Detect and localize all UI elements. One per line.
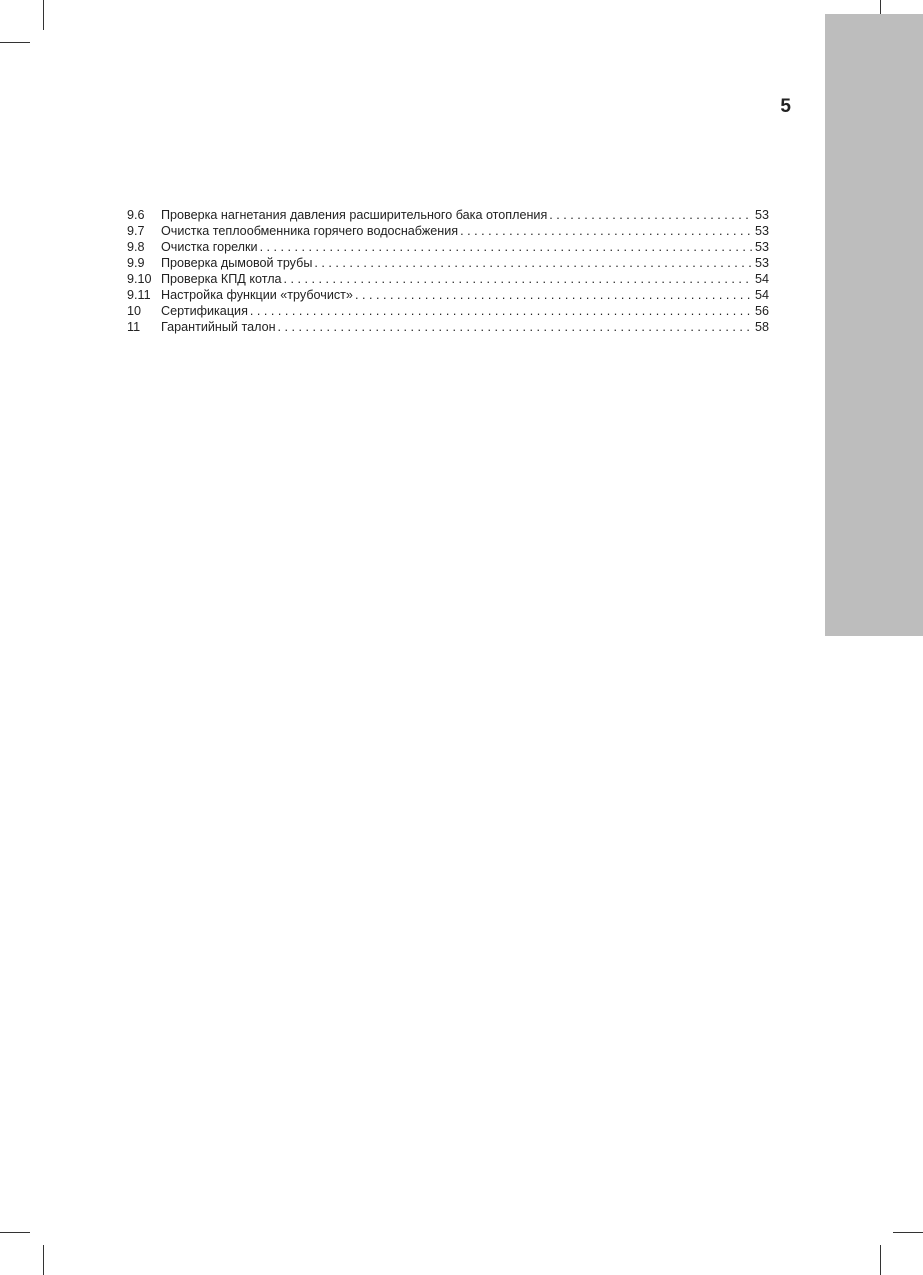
- toc-entry-number: 10: [127, 304, 142, 318]
- toc-entry-number: 11: [127, 320, 141, 334]
- toc-entry-number: 9.6: [127, 208, 145, 222]
- toc-entry-number: 9.8: [127, 240, 145, 254]
- table-of-contents: [127, 207, 769, 335]
- toc-entry[interactable]: [127, 207, 769, 223]
- crop-mark-bottom-left-vertical: [43, 1245, 44, 1275]
- toc-entry-number: 9.7: [127, 224, 145, 238]
- toc-entry-number: 9.9: [127, 256, 145, 270]
- toc-entry-number: 9.10: [127, 272, 152, 286]
- page-number: 5: [780, 96, 791, 117]
- toc-entry-title: Проверка нагнетания давления расширительного бака отопления: [161, 208, 548, 222]
- toc-dot-leader: [460, 223, 753, 239]
- toc-entry-page: 53: [754, 224, 769, 238]
- toc-dot-leader: [355, 287, 753, 303]
- toc-entry-page: 58: [754, 320, 769, 334]
- toc-entry-page: 56: [754, 304, 769, 318]
- toc-entry-title: Проверка дымовой трубы: [161, 256, 313, 270]
- toc-entry-title: Сертификация: [161, 304, 248, 318]
- toc-entry[interactable]: [127, 271, 769, 287]
- toc-entry[interactable]: [127, 287, 769, 303]
- toc-entry-title: Очистка теплообменника горячего водоснабжения: [161, 224, 459, 238]
- crop-mark-bottom-right-vertical: [880, 1245, 881, 1275]
- crop-mark-top-left-horizontal: [0, 42, 30, 43]
- toc-dot-leader: [250, 303, 753, 319]
- toc-dot-leader: [549, 207, 753, 223]
- crop-mark-bottom-left-horizontal: [0, 1232, 30, 1233]
- toc-entry-page: 54: [754, 272, 769, 286]
- toc-entry[interactable]: [127, 223, 769, 239]
- chapter-side-tab: [825, 14, 923, 636]
- toc-entry-page: 54: [754, 288, 769, 302]
- crop-mark-top-left-vertical: [43, 0, 44, 30]
- toc-entry[interactable]: [127, 255, 769, 271]
- toc-entry-page: 53: [754, 208, 769, 222]
- toc-entry-number: 9.11: [127, 288, 151, 302]
- toc-entry-title: Гарантийный талон: [161, 320, 276, 334]
- toc-entry-title: Настройка функции «трубочист»: [161, 288, 353, 302]
- toc-entry-title: Проверка КПД котла: [161, 272, 282, 286]
- toc-dot-leader: [278, 319, 753, 335]
- toc-entry-title: Очистка горелки: [161, 240, 258, 254]
- toc-dot-leader: [284, 271, 753, 287]
- toc-entry-page: 53: [754, 256, 769, 270]
- toc-entry[interactable]: [127, 239, 769, 255]
- toc-entry-page: 53: [754, 240, 769, 254]
- crop-mark-bottom-right-horizontal: [893, 1232, 923, 1233]
- toc-dot-leader: [314, 255, 753, 271]
- toc-dot-leader: [260, 239, 753, 255]
- toc-entry[interactable]: [127, 303, 769, 319]
- toc-entry[interactable]: [127, 319, 769, 335]
